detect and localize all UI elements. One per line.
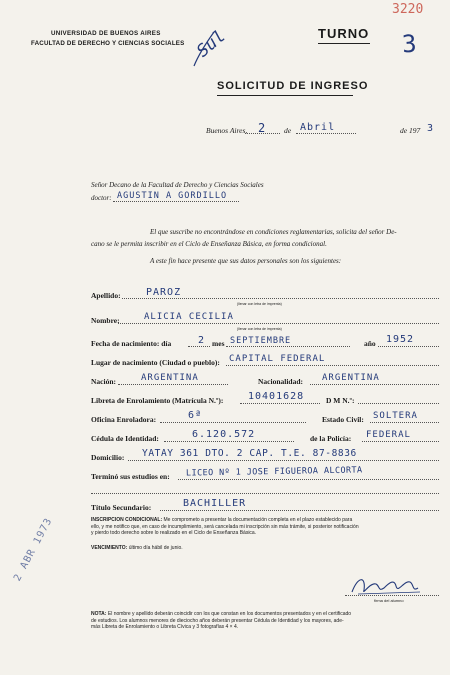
- fecha-dia-line: [188, 346, 210, 347]
- nacionalidad-line: [310, 384, 439, 385]
- nacion-label: Nación:: [91, 377, 116, 386]
- titulo-value[interactable]: BACHILLER: [183, 498, 247, 509]
- nombre-line: [118, 323, 439, 324]
- nacion-value[interactable]: ARGENTINA: [141, 373, 199, 383]
- domicilio-line: [128, 460, 439, 461]
- scribble-mark-icon: [190, 28, 218, 72]
- body-paragraph-line1: El que suscribe no encontrándose en condiciones reglamentarias, solicita del señor De-: [150, 228, 397, 236]
- title-underline: [217, 95, 353, 96]
- libreta-value[interactable]: 10401628: [248, 391, 305, 402]
- domicilio-label: Domicilio:: [91, 453, 125, 462]
- nota-label: NOTA:: [91, 611, 107, 617]
- titulo-line: [160, 510, 439, 511]
- termino-label: Terminó sus estudios en:: [91, 472, 170, 481]
- fecha-label: Fecha de nacimiento: día: [91, 339, 172, 348]
- titulo-label: Título Secundario:: [91, 503, 152, 512]
- body-paragraph-line2: cano se le permita inscribir en el Ciclo de Enseñanza Básica, en forma condicional.: [91, 240, 327, 248]
- policia-value[interactable]: FEDERAL: [366, 430, 411, 440]
- doctor-name: AGUSTIN A GORDILLO: [117, 191, 228, 201]
- nombre-hint: (llenar con letra de imprenta): [237, 327, 282, 331]
- faculty-name: FACULTAD DE DERECHO Y CIENCIAS SOCIALES: [31, 40, 185, 47]
- nota-line1: El nombre y apellido deberán coincidir con los que constan en los documentos presentados y en el certificado: [107, 611, 352, 617]
- record-number: 3220: [392, 2, 424, 17]
- turno-underline: [318, 43, 370, 44]
- oficina-line: [160, 422, 306, 423]
- nacion-line: [118, 384, 228, 385]
- libreta-label: Libreta de Enrolamiento (Matrícula N.º):: [91, 396, 224, 405]
- date-month-line: [296, 133, 356, 134]
- policia-label: de la Policía:: [310, 434, 352, 443]
- date-day: 2: [258, 121, 267, 135]
- inscripcion-line2: ello, y me notifico que, en caso de incumplimiento, será cancelada mi inscripción sin más trámite, si posterior notificación: [91, 523, 359, 530]
- domicilio-value[interactable]: YATAY 361 DTO. 2 CAP. T.E. 87-8836: [142, 448, 357, 459]
- date-de1: de: [284, 126, 292, 135]
- cedula-value[interactable]: 6.120.572: [192, 429, 256, 440]
- termino-value[interactable]: LICEO Nº 1 JOSE FIGUEROA ALCORTA: [185, 465, 363, 479]
- estado-line: [370, 422, 439, 423]
- oficina-value[interactable]: 6ª: [188, 410, 203, 421]
- signature-line: [345, 595, 439, 596]
- estado-value[interactable]: SOLTERA: [373, 411, 418, 421]
- nombre-label: Nombre:: [91, 316, 120, 325]
- date-year-digit: 3: [427, 123, 435, 134]
- signature-caption: firma del alumno: [374, 598, 404, 603]
- dm-label: D M N.º:: [326, 396, 355, 405]
- apellido-line: [122, 298, 439, 299]
- cedula-line: [164, 441, 294, 442]
- nota-line2: de estudios. Los alumnos menores de dieciocho años deberán presentar Cédula de Identidad y los mayores, ade-: [91, 617, 344, 624]
- fecha-mes-line: [226, 346, 350, 347]
- lugar-line: [226, 365, 439, 366]
- initials-scribble: Sul: [193, 26, 230, 62]
- lugar-label: Lugar de nacimiento (Ciudad o pueblo):: [91, 358, 220, 367]
- termino-line-2: [91, 493, 439, 494]
- fecha-dia[interactable]: 2: [198, 335, 206, 346]
- cedula-label: Cédula de Identidad:: [91, 434, 159, 443]
- fecha-mes-label: mes: [212, 339, 225, 348]
- nombre-value[interactable]: ALICIA CECILIA: [144, 312, 234, 322]
- vencimiento-text: último día hábil de junio.: [128, 545, 183, 551]
- inscripcion-heading: INSCRIPCION CONDICIONAL:: [91, 517, 163, 523]
- vencimiento-block: [91, 545, 183, 552]
- vencimiento-label: VENCIMIENTO:: [91, 545, 128, 551]
- nota-line3: más Libreta de Enrolamiento o Libreta Cívica y 3 fotografías 4 × 4.: [91, 624, 239, 630]
- turno-value: 3: [401, 29, 418, 59]
- doctor-label: doctor:: [91, 194, 112, 202]
- nota-block: [91, 611, 441, 631]
- termino-line: [178, 479, 439, 480]
- fecha-anio-label: año: [364, 339, 376, 348]
- nacionalidad-label: Nacionalidad:: [258, 377, 304, 386]
- apellido-label: Apellido:: [91, 291, 121, 300]
- date-month: Abril: [300, 122, 336, 133]
- apellido-value[interactable]: PAROZ: [146, 287, 182, 298]
- addressee-line: Señor Decano de la Facultad de Derecho y Ciencias Sociales: [91, 181, 264, 189]
- nacionalidad-value[interactable]: ARGENTINA: [322, 373, 380, 383]
- doctor-line: [113, 201, 239, 202]
- body-paragraph-line3: A este fin hace presente que sus datos personales son los siguientes:: [150, 257, 342, 265]
- fecha-anio-line: [378, 346, 439, 347]
- policia-line: [362, 441, 439, 442]
- date-stamp: 2 ABR 1973: [12, 516, 55, 584]
- date-place: Buenos Aires,: [206, 126, 248, 135]
- university-name: UNIVERSIDAD DE BUENOS AIRES: [51, 30, 161, 37]
- dm-line: [358, 403, 439, 404]
- estado-label: Estado Civil:: [322, 415, 364, 424]
- libreta-line: [240, 403, 320, 404]
- date-de2: de 197: [400, 126, 421, 135]
- page-title: SOLICITUD DE INGRESO: [217, 80, 369, 92]
- turno-label: TURNO: [318, 26, 370, 41]
- lugar-value[interactable]: CAPITAL FEDERAL: [229, 354, 326, 364]
- inscripcion-block: [91, 517, 441, 537]
- inscripcion-line1: Me comprometo a presentar la documentación completa en el plazo establecido para: [163, 517, 353, 523]
- apellido-hint: (llenar con letra de imprenta): [237, 302, 282, 306]
- fecha-anio[interactable]: 1952: [386, 334, 415, 345]
- oficina-label: Oficina Enroladora:: [91, 415, 157, 424]
- fecha-mes[interactable]: SEPTIEMBRE: [230, 336, 292, 346]
- inscripcion-line3: y pierdo todo derecho sobre lo realizado en el Ciclo de Enseñanza Básica.: [91, 530, 257, 536]
